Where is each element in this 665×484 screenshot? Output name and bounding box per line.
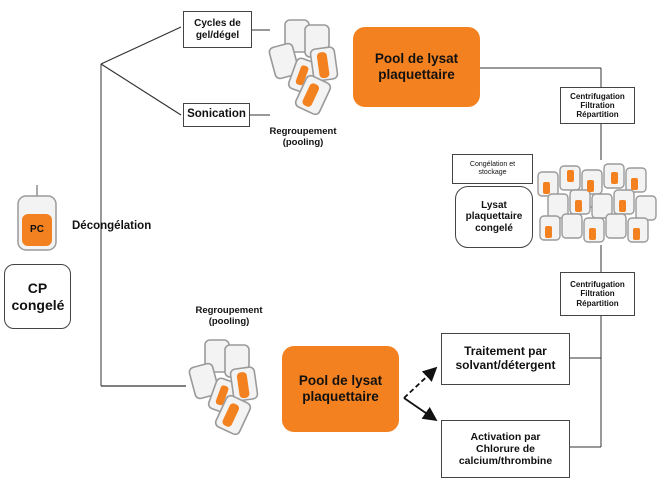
centrifugation-top-text: Centrifugation Filtration Répartition (570, 91, 625, 120)
lysat-congele-box (455, 186, 533, 248)
traitement-text: Traitement par solvant/détergent (455, 344, 556, 372)
congelation-stockage-text: Congélation et stockage (469, 160, 516, 176)
traitement-box (441, 333, 570, 385)
activation-box (441, 420, 570, 478)
cycles-gel-degel-text: Cycles de gel/dégel (194, 18, 241, 41)
lysat-congele-text: Lysat plaquettaire congelé (465, 199, 523, 234)
pool-lysat-top-box (353, 27, 480, 107)
regroupement-top-label: Regroupement (pooling) (269, 126, 337, 149)
congelation-stockage-box (452, 154, 533, 184)
decongelation-label: Décongélation (72, 220, 152, 232)
arrow-dashed (404, 368, 436, 398)
centrifugation-bottom-box (560, 272, 635, 316)
cycles-gel-degel-box (183, 11, 252, 48)
centrifugation-top-box (560, 87, 635, 124)
pc-bag-label: PC (30, 224, 44, 235)
activation-text: Activation par Chlorure de calcium/thrombine (458, 430, 553, 468)
pool-lysat-bottom-text: Pool de lysat plaquettaire (298, 373, 383, 404)
cp-congele-text: CP congelé (11, 280, 65, 313)
cp-congele-box (4, 264, 71, 329)
platelet-bag-icon (18, 185, 56, 250)
sonication-box (183, 103, 250, 127)
regroupement-bottom-label: Regroupement (pooling) (195, 305, 263, 328)
sonication-text: Sonication (187, 108, 246, 121)
centrifugation-bottom-text: Centrifugation Filtration Répartition (570, 280, 625, 308)
pool-lysat-bottom-box (282, 346, 399, 432)
arrow-solid (404, 398, 436, 420)
pool-lysat-top-text: Pool de lysat plaquettaire (374, 51, 459, 82)
